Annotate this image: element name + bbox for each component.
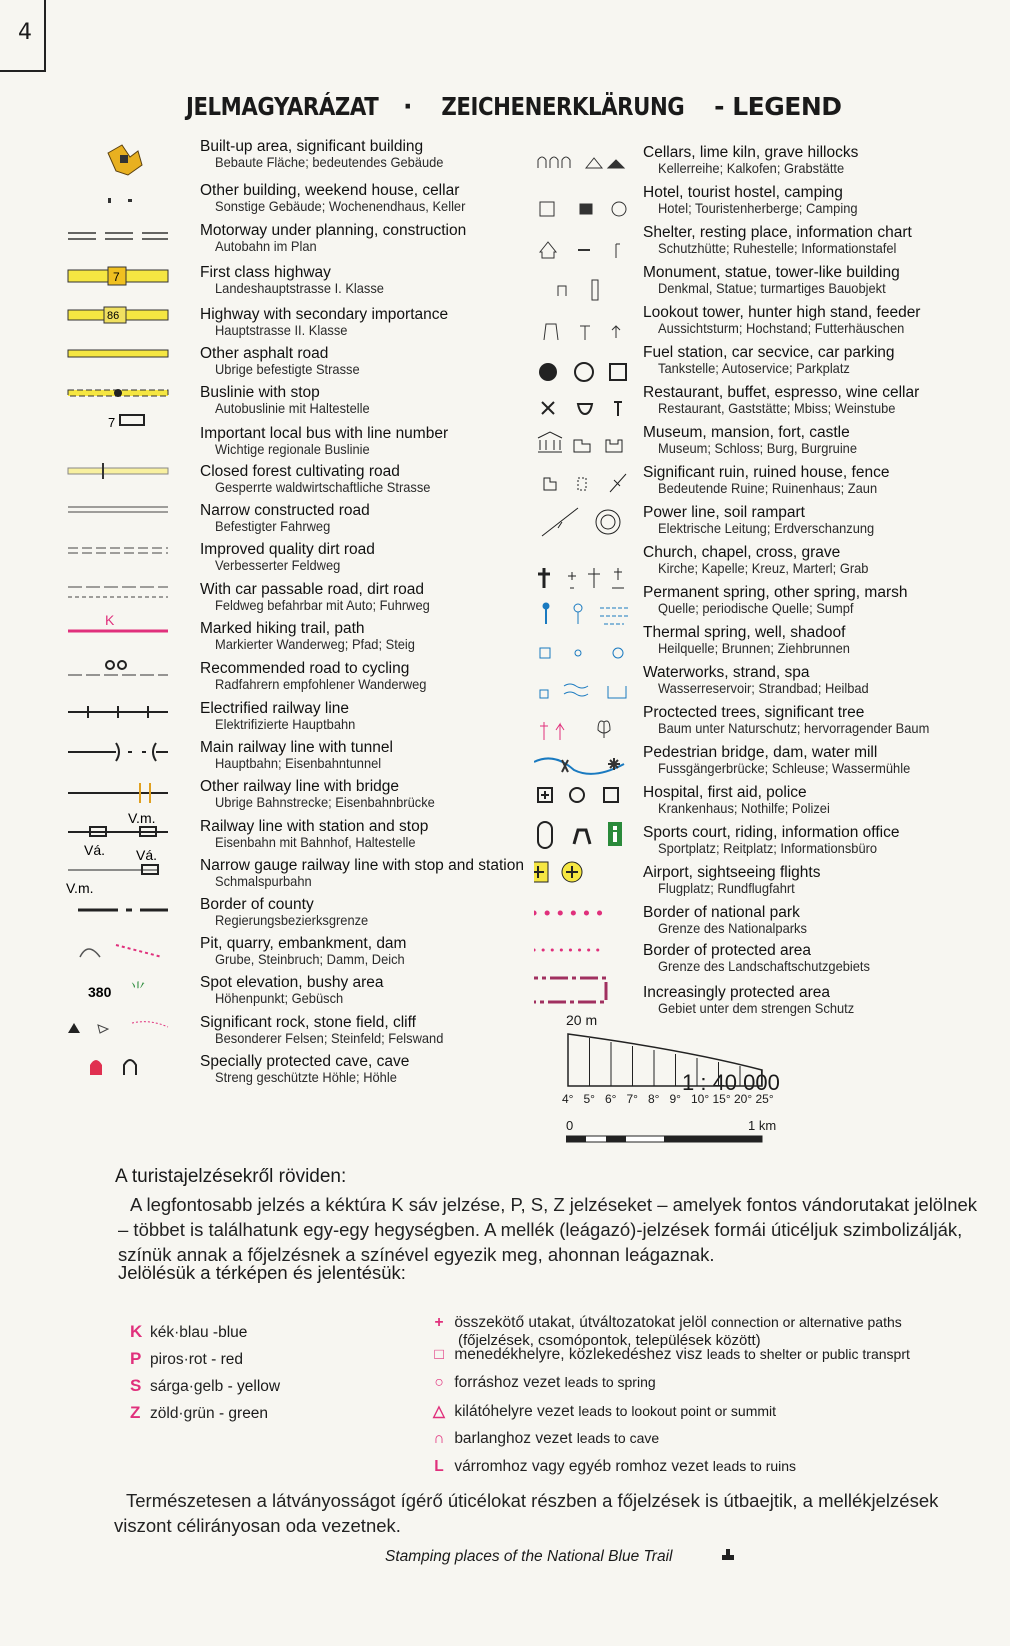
legend-de: Sportplatz; Reitplatz; Informationsbüro xyxy=(658,840,878,857)
right-legend-item xyxy=(643,984,871,1016)
legend-de: Grube, Steinbruch; Damm, Deich xyxy=(215,951,405,968)
museum-icons xyxy=(538,432,622,452)
slope-label: 4° xyxy=(562,1092,574,1106)
highway-1-number: 7 xyxy=(113,270,120,284)
right-legend-symbols xyxy=(534,140,634,1160)
left-legend-item xyxy=(200,384,383,416)
right-legend-item xyxy=(643,424,874,456)
left-legend-item xyxy=(200,138,463,170)
slope-label: 25° xyxy=(755,1092,774,1106)
pedestrian-bridge-icons xyxy=(534,758,624,774)
electric-railway-symbol xyxy=(68,706,168,718)
slope-label: 8° xyxy=(648,1092,660,1106)
legend-de: Feldweg befahrbar mit Auto; Fuhrweg xyxy=(215,597,430,614)
right-legend-item xyxy=(643,344,895,376)
legend-en: Pedestrian bridge, dam, water mill xyxy=(643,744,878,761)
right-legend-item xyxy=(643,904,820,936)
slope-label: 9° xyxy=(669,1092,681,1106)
legend-en: Specially protected cave, cave xyxy=(200,1053,410,1070)
vm-label-1: V.m. xyxy=(128,810,156,826)
asphalt-road-symbol xyxy=(68,350,168,357)
thermal-spring-icons xyxy=(540,648,623,658)
slope-label: 15° xyxy=(712,1092,731,1106)
legend-en: Border of protected area xyxy=(643,942,812,959)
trail-color-row xyxy=(130,1376,280,1396)
legend-de: Aussichtsturm; Hochstand; Futterhäuschen xyxy=(658,320,905,337)
legend-de: Landeshauptstrasse I. Klasse xyxy=(215,280,384,297)
legend-de: Befestigter Fahrweg xyxy=(215,518,331,535)
trail-shape-en: leads to cave xyxy=(576,1430,660,1446)
trail-shape-en: leads to spring xyxy=(564,1374,656,1390)
legend-de: Quelle; periodische Quelle; Sumpf xyxy=(658,600,854,617)
legend-en: Highway with secondary importance xyxy=(200,306,449,323)
legend-en: Increasingly protected area xyxy=(643,984,830,1001)
legend-de: Bedeutende Ruine; Ruinenhaus; Zaun xyxy=(658,480,878,497)
legend-de: Wasserreservoir; Strandbad; Heilbad xyxy=(658,680,869,697)
trail-shape-symbol: □ xyxy=(434,1346,444,1363)
va-label-1: Vá. xyxy=(84,842,106,858)
hu-heading: A turistajelzésekről röviden: xyxy=(115,1166,347,1187)
left-legend-item xyxy=(200,935,421,967)
legend-de: Krankenhaus; Nothilfe; Polizei xyxy=(658,800,830,817)
legend-en: Pit, quarry, embankment, dam xyxy=(200,935,407,952)
trail-color-en: - red xyxy=(211,1351,244,1368)
title-hu: JELMAGYARÁZAT xyxy=(185,92,378,121)
legend-en: Buslinie with stop xyxy=(200,384,320,401)
legend-en: With car passable road, dirt road xyxy=(200,581,424,598)
trail-shape-row xyxy=(428,1430,988,1448)
legend-de: Ubrige befestigte Strasse xyxy=(215,361,360,378)
legend-de: Besonderer Felsen; Steinfeld; Felswand xyxy=(215,1030,444,1047)
trail-color-row xyxy=(130,1322,247,1342)
spring-icons xyxy=(543,603,628,624)
bus-line-symbol xyxy=(68,389,168,397)
power-line-icons xyxy=(542,508,620,536)
pit-quarry-symbol xyxy=(80,945,162,957)
legend-de: Radfahrern empfohlener Wanderweg xyxy=(215,676,427,693)
trail-shape-symbol: ○ xyxy=(434,1374,444,1391)
right-legend-item xyxy=(643,942,888,974)
title-sep-2: - xyxy=(705,92,733,121)
trail-shape-en: leads to lookout point or summit xyxy=(578,1403,777,1419)
trail-shape-symbol: + xyxy=(434,1314,444,1331)
built-up-area-symbol xyxy=(108,145,142,175)
ruin-icons xyxy=(544,474,626,492)
legend-de: Markierter Wanderweg; Pfad; Steig xyxy=(215,636,415,653)
footer-note: Stamping places of the National Blue Trail xyxy=(385,1548,673,1565)
legend-de: Hotel; Touristenherberge; Camping xyxy=(658,200,858,217)
legend-en: Hotel, tourist hostel, camping xyxy=(643,184,843,201)
title-en: LEGEND xyxy=(732,92,842,121)
first-class-highway-symbol xyxy=(68,267,168,285)
left-legend-item xyxy=(200,818,433,850)
slope-labels xyxy=(563,1092,793,1110)
left-legend-item xyxy=(200,739,396,771)
right-legend-item xyxy=(643,464,896,496)
other-building-symbol xyxy=(108,198,132,203)
title-sep-1: · xyxy=(394,92,421,121)
legend-de: Bebaute Fläche; bedeutendes Gebäude xyxy=(215,154,444,171)
legend-de: Gebiet unter dem strengen Schutz xyxy=(658,1000,855,1017)
right-legend-item xyxy=(643,784,845,816)
slope-label: 6° xyxy=(605,1092,617,1106)
trail-color-row xyxy=(130,1403,268,1423)
secondary-highway-symbol xyxy=(68,307,168,323)
legend-de: Fussgängerbrücke; Schleuse; Wassermühle xyxy=(658,760,911,777)
strict-protection-area xyxy=(534,978,606,1002)
cycling-symbol xyxy=(68,661,168,675)
legend-en: Spot elevation, bushy area xyxy=(200,974,384,991)
left-legend-item xyxy=(200,425,448,457)
legend-en: Recommended road to cycling xyxy=(200,660,410,677)
legend-en: Marked hiking trail, path xyxy=(200,620,365,637)
hu-closing: Természetesen a látványosságot ígérő úticélokat részben a főjelzések is útbaejtik, a mellékjelzések viszont célirányosan oda vezetnek. xyxy=(114,1490,939,1536)
spot-elevation-symbol xyxy=(88,981,146,1000)
legend-en: Fuel station, car secvice, car parking xyxy=(643,344,895,361)
left-legend-symbols xyxy=(58,135,188,1125)
legend-en: Permanent spring, other spring, marsh xyxy=(643,584,908,601)
right-legend-item xyxy=(643,184,875,216)
legend-en: Lookout tower, hunter high stand, feeder xyxy=(643,304,921,321)
legend-en: Built-up area, significant building xyxy=(200,138,424,155)
hotel-hostel-camping-icons xyxy=(540,202,626,216)
svg-text:⺌: ⺌ xyxy=(130,982,147,999)
trail-letter: S xyxy=(130,1376,142,1395)
hu-subheading: Jelölésük a térképen és jelentésük: xyxy=(118,1262,406,1283)
left-legend-item xyxy=(200,182,487,214)
right-legend-item xyxy=(643,624,867,656)
trail-shape-hu: kilátóhelyre vezet xyxy=(454,1403,575,1420)
title-de: ZEICHENERKLÄRUNG xyxy=(441,92,685,121)
hu-paragraph: A legfontosabb jelzés a kéktúra K sáv jelzése, P, S, Z jelzéseket – amelyek fontos vándorutakat jelölnek – többet is találhatunk egy-egy hegységben. A mellék (leágazó)-jelzések formái úticéljuk szimbolizálják, színük annak a főjelzésnek a színével egyezik meg, ahonnan leágaznak. xyxy=(118,1194,978,1265)
waterworks-icons xyxy=(540,684,626,698)
trail-shape-symbol: ∩ xyxy=(433,1430,445,1447)
lookout-icons xyxy=(544,324,620,340)
legend-en: Museum, mansion, fort, castle xyxy=(643,424,850,441)
trail-shape-row xyxy=(428,1458,988,1476)
hiking-trail-symbol xyxy=(68,612,168,631)
cave-symbol xyxy=(90,1060,136,1075)
right-legend-item xyxy=(643,824,899,856)
contour-label: 20 m xyxy=(566,1012,598,1028)
legend-en: Other asphalt road xyxy=(200,345,329,362)
legend-en: Waterworks, strand, spa xyxy=(643,664,810,681)
legend-de: Hauptstrasse II. Klasse xyxy=(215,322,348,339)
legend-en: Electrified railway line xyxy=(200,700,350,717)
legend-de: Baum unter Naturschutz; hervorragender Baum xyxy=(658,720,930,737)
scale-bar-start: 0 xyxy=(566,1118,574,1133)
left-legend-item xyxy=(200,857,524,889)
stamp-icon xyxy=(720,1547,736,1563)
legend-de: Wichtige regionale Buslinie xyxy=(215,441,370,458)
legend-en: First class highway xyxy=(200,264,331,281)
trail-shape-hu: menedékhelyre, közlekedéshez visz xyxy=(454,1346,703,1363)
trail-letter: Z xyxy=(130,1403,141,1422)
railway-tunnel-symbol xyxy=(68,743,168,761)
left-legend-item xyxy=(200,778,454,810)
right-legend-item xyxy=(643,144,860,176)
motorway-planning-symbol xyxy=(68,233,168,239)
legend-de: Sonstige Gebäude; Wochenendhaus, Keller xyxy=(215,198,466,215)
legend-de: Elektrische Leitung; Erdverschanzung xyxy=(658,520,875,537)
left-legend-item xyxy=(200,463,449,495)
legend-en: Border of county xyxy=(200,896,314,913)
legend-de: Restaurant, Gaststätte; Mbiss; Weinstube xyxy=(658,400,896,417)
legend-en: Thermal spring, well, shadoof xyxy=(643,624,846,641)
trail-shape-hu: várromhoz vagy egyéb romhoz vezet xyxy=(454,1458,709,1475)
scale-ratio: 1 : 40 000 xyxy=(682,1070,780,1095)
trail-color-en: -blue xyxy=(212,1324,248,1341)
legend-en: Monument, statue, tower-like building xyxy=(643,264,900,281)
legend-de: Denkmal, Statue; turmartiges Bauobjekt xyxy=(658,280,886,297)
legend-en: Significant rock, stone field, cliff xyxy=(200,1014,416,1031)
left-legend-item xyxy=(200,1053,413,1085)
slope-label: 7° xyxy=(626,1092,638,1106)
legend-en: Motorway under planning, construction xyxy=(200,222,467,239)
page-title xyxy=(0,92,1010,121)
legend-de: Hauptbahn; Eisenbahntunnel xyxy=(215,755,382,772)
trail-color-name: sárga·gelb xyxy=(150,1378,224,1395)
church-icons xyxy=(538,568,624,588)
legend-en: Airport, sightseeing flights xyxy=(643,864,821,881)
legend-en: Other railway line with bridge xyxy=(200,778,400,795)
hospital-icons xyxy=(538,788,618,802)
trail-color-row xyxy=(130,1349,243,1369)
legend-de: Tankstelle; Autoservice; Parkplatz xyxy=(658,360,850,377)
left-legend-item xyxy=(200,345,372,377)
fuel-service-parking-icons xyxy=(539,363,626,381)
left-legend-item xyxy=(200,896,382,928)
legend-en: Power line, soil rampart xyxy=(643,504,805,521)
trail-shape-en: connection or alternative paths xyxy=(711,1314,902,1330)
left-legend-item xyxy=(200,620,432,652)
left-legend-item xyxy=(200,974,384,1006)
bus-line-number: 7 xyxy=(108,415,116,430)
legend-de: Gesperrte waldwirtschaftliche Strasse xyxy=(215,479,431,496)
trail-shape-hu: összekötő utakat, útváltozatokat jelöl xyxy=(454,1314,707,1331)
right-legend-item xyxy=(643,264,905,296)
legend-de: Heilquelle; Brunnen; Ziehbrunnen xyxy=(658,640,850,657)
restaurant-icons xyxy=(542,402,622,416)
legend-de: Eisenbahn mit Bahnhof, Haltestelle xyxy=(215,834,416,851)
right-legend-item xyxy=(643,864,820,896)
trail-shape-row xyxy=(428,1314,988,1349)
legend-de: Streng geschützte Höhle; Höhle xyxy=(215,1069,397,1086)
elevation-value: 380 xyxy=(88,984,112,1000)
trail-letter: K xyxy=(130,1322,143,1341)
trail-letter: P xyxy=(130,1349,142,1368)
left-legend-item xyxy=(200,541,375,573)
improved-dirt-road-symbol xyxy=(68,548,168,553)
airport-icons xyxy=(534,862,582,882)
legend-de: Kellerreihe; Kalkofen; Grabstätte xyxy=(658,160,845,177)
trail-shape-row xyxy=(428,1402,988,1421)
legend-en: Sports court, riding, information office xyxy=(643,824,900,841)
legend-en: Important local bus with line number xyxy=(200,425,449,442)
legend-de: Grenze des Nationalparks xyxy=(658,920,807,937)
highway-2-number: 86 xyxy=(107,310,120,322)
right-legend-item xyxy=(643,304,926,336)
legend-en: Cellars, lime kiln, grave hillocks xyxy=(643,144,859,161)
page-number: 4 xyxy=(18,20,32,45)
dirt-road-symbol xyxy=(68,587,168,597)
legend-de: Grenze des Landschaftschutzgebiets xyxy=(658,958,870,975)
left-legend-item xyxy=(200,660,445,692)
legend-en: Improved quality dirt road xyxy=(200,541,375,558)
right-legend-item xyxy=(643,664,887,696)
legend-de: Höhenpunkt; Gebüsch xyxy=(215,990,344,1007)
left-legend-item xyxy=(200,264,399,296)
sports-riding-info-icons xyxy=(538,822,622,848)
legend-en: Restaurant, buffet, espresso, wine cellar xyxy=(643,384,920,401)
trail-shape-hu: barlanghoz vezet xyxy=(454,1430,573,1447)
legend-de: Schmalspurbahn xyxy=(215,873,312,890)
local-bus-symbol xyxy=(108,415,144,430)
legend-de: Schutzhütte; Ruhestelle; Informationstafel xyxy=(658,240,897,257)
legend-en: Shelter, resting place, information chart xyxy=(643,224,912,241)
railway-bridge-symbol xyxy=(68,783,168,803)
right-legend-item xyxy=(643,544,887,576)
legend-en: Railway line with station and stop xyxy=(200,818,429,835)
monument-icons xyxy=(558,280,598,300)
slope-label: 5° xyxy=(583,1092,595,1106)
right-legend-item xyxy=(643,224,917,256)
rock-symbol xyxy=(68,1022,168,1033)
legend-en: Closed forest cultivating road xyxy=(200,463,400,480)
page-number-box xyxy=(0,0,46,72)
right-legend-item xyxy=(643,504,893,536)
scale-bar xyxy=(566,1134,766,1144)
trail-shape-en: leads to ruins xyxy=(712,1458,797,1474)
trail-color-name: kék·blau xyxy=(150,1324,209,1341)
trail-color-name: zöld·grün xyxy=(150,1405,215,1422)
trail-color-name: piros·rot xyxy=(150,1351,207,1368)
legend-en: Significant ruin, ruined house, fence xyxy=(643,464,890,481)
trail-color-en: - yellow xyxy=(227,1378,281,1395)
slope-label: 20° xyxy=(734,1092,753,1106)
trail-shape-row xyxy=(428,1346,988,1364)
left-legend-item xyxy=(200,222,466,254)
legend-en: Border of national park xyxy=(643,904,800,921)
legend-de: Regierungsbezierksgrenze xyxy=(215,912,369,929)
scale-bar-end: 1 km xyxy=(748,1118,777,1133)
trail-shape-en: leads to shelter or public transprt xyxy=(706,1346,910,1362)
left-legend-item xyxy=(200,306,448,338)
slope-label: 10° xyxy=(691,1092,710,1106)
right-legend-item xyxy=(643,384,919,416)
shelter-icons xyxy=(540,242,620,258)
right-legend-item xyxy=(643,584,907,616)
closed-forest-road-symbol xyxy=(68,463,168,479)
vm-label-2: V.m. xyxy=(66,880,94,896)
cellars-symbols xyxy=(538,157,624,168)
legend-de: Verbesserter Feldweg xyxy=(215,557,341,574)
legend-en: Other building, weekend house, cellar xyxy=(200,182,460,199)
legend-de: Autobahn im Plan xyxy=(215,238,317,255)
trail-shape-hu2: (főjelzések, csomópontok, települések között) xyxy=(458,1332,761,1349)
legend-en: Church, chapel, cross, grave xyxy=(643,544,841,561)
trail-shape-symbol: L xyxy=(434,1458,444,1475)
trail-color-en: - green xyxy=(218,1405,269,1422)
narrow-road-symbol xyxy=(68,507,168,512)
left-legend-item xyxy=(200,1014,463,1046)
legend-de: Kirche; Kapelle; Kreuz, Marterl; Grab xyxy=(658,560,869,577)
legend-en: Proctected trees, significant tree xyxy=(643,704,865,721)
right-legend-item xyxy=(643,704,953,736)
legend-en: Narrow gauge railway line with stop and station xyxy=(200,857,524,874)
legend-de: Ubrige Bahnstrecke; Eisenbahnbrücke xyxy=(215,794,435,811)
legend-de: Autobuslinie mit Haltestelle xyxy=(215,400,370,417)
legend-de: Elektrifizierte Hauptbahn xyxy=(215,716,356,733)
legend-en: Narrow constructed road xyxy=(200,502,370,519)
narrow-gauge-symbol xyxy=(66,847,158,896)
protected-tree-icons xyxy=(540,721,610,740)
legend-de: Museum; Schloss; Burg, Burgruine xyxy=(658,440,858,457)
left-legend-item xyxy=(200,502,370,534)
legend-en: Main railway line with tunnel xyxy=(200,739,393,756)
right-legend-item xyxy=(643,744,932,776)
va-label-2: Vá. xyxy=(136,847,158,863)
left-legend-item xyxy=(200,581,448,613)
trail-shape-row xyxy=(428,1374,988,1392)
legend-de: Flugplatz; Rundflugfahrt xyxy=(658,880,795,897)
legend-en: Hospital, first aid, police xyxy=(643,784,807,801)
trail-shape-hu: forráshoz vezet xyxy=(454,1374,561,1391)
trail-letter-k: K xyxy=(105,612,115,628)
left-legend-item xyxy=(200,700,368,732)
trail-shape-symbol: △ xyxy=(433,1403,445,1420)
